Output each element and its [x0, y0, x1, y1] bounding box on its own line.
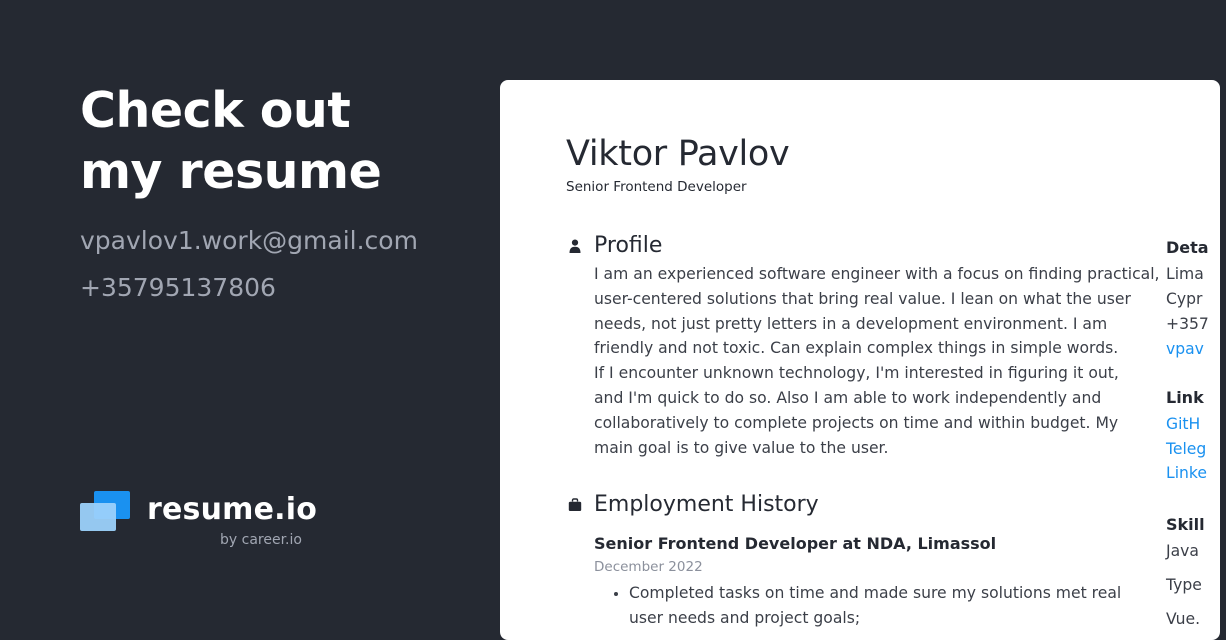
- job-bullets: [594, 581, 1134, 631]
- resume-card: [500, 80, 1220, 640]
- profile-line: friendly and not toxic. Can explain complex things in simple words.: [594, 339, 1119, 358]
- resume-io-logo-icon: [80, 490, 130, 532]
- link-github[interactable]: GitH: [1166, 415, 1201, 433]
- detail-city: Lima: [1166, 265, 1204, 283]
- resume-sidebar: [1166, 80, 1226, 640]
- headline-line-1: Check out: [80, 82, 351, 139]
- profile-text: [594, 262, 1160, 460]
- bullet-line: user needs and project goals;: [629, 608, 861, 627]
- profile-line: needs, not just pretty letters in a development environment. I am: [594, 314, 1108, 333]
- contact-email: vpavlov1.work@gmail.com: [80, 226, 418, 255]
- headline-line-2: my resume: [80, 143, 382, 200]
- profile-line: main goal is to give value to the user.: [594, 438, 889, 457]
- profile-line: and I'm quick to do so. Also I am able to work independently and: [594, 388, 1102, 407]
- details-heading: Deta: [1166, 238, 1209, 257]
- profile-heading: Profile: [594, 233, 663, 258]
- profile-line: I am an experienced software engineer with a focus on finding practical,: [594, 265, 1160, 283]
- headline: [80, 80, 480, 202]
- bullet-dot-icon: [614, 592, 618, 596]
- skill-item: Java: [1166, 542, 1199, 560]
- link-telegram[interactable]: Teleg: [1166, 440, 1207, 458]
- list-item: [594, 581, 1134, 631]
- profile-line: collaboratively to complete projects on time and within budget. My: [594, 413, 1119, 432]
- brand-subtitle: by career.io: [220, 532, 302, 548]
- job-title: Senior Frontend Developer at NDA, Limassol: [594, 534, 997, 553]
- resume-name: Viktor Pavlov: [566, 134, 790, 174]
- skill-item: Type: [1166, 576, 1202, 594]
- link-linkedin[interactable]: Linke: [1166, 464, 1207, 482]
- job-date: December 2022: [594, 559, 703, 575]
- briefcase-icon: [568, 498, 582, 512]
- logo-front-square: [80, 503, 116, 531]
- contact-phone: +35795137806: [80, 273, 276, 302]
- detail-phone: +357: [1166, 315, 1209, 333]
- profile-line: If I encounter unknown technology, I'm interested in figuring it out,: [594, 364, 1119, 383]
- links-heading: Link: [1166, 388, 1204, 407]
- bullet-line: Completed tasks on time and made sure my solutions met real: [629, 584, 1122, 602]
- skill-item: Vue.: [1166, 610, 1201, 628]
- person-icon: [568, 239, 582, 253]
- detail-country: Cypr: [1166, 290, 1203, 308]
- employment-heading: Employment History: [594, 492, 819, 517]
- brand-name: resume.io: [147, 492, 318, 527]
- skills-heading: Skill: [1166, 515, 1205, 534]
- profile-line: user-centered solutions that bring real value. I lean on what the user: [594, 289, 1131, 308]
- detail-email-link[interactable]: vpav: [1166, 340, 1204, 358]
- resume-role: Senior Frontend Developer: [566, 179, 747, 195]
